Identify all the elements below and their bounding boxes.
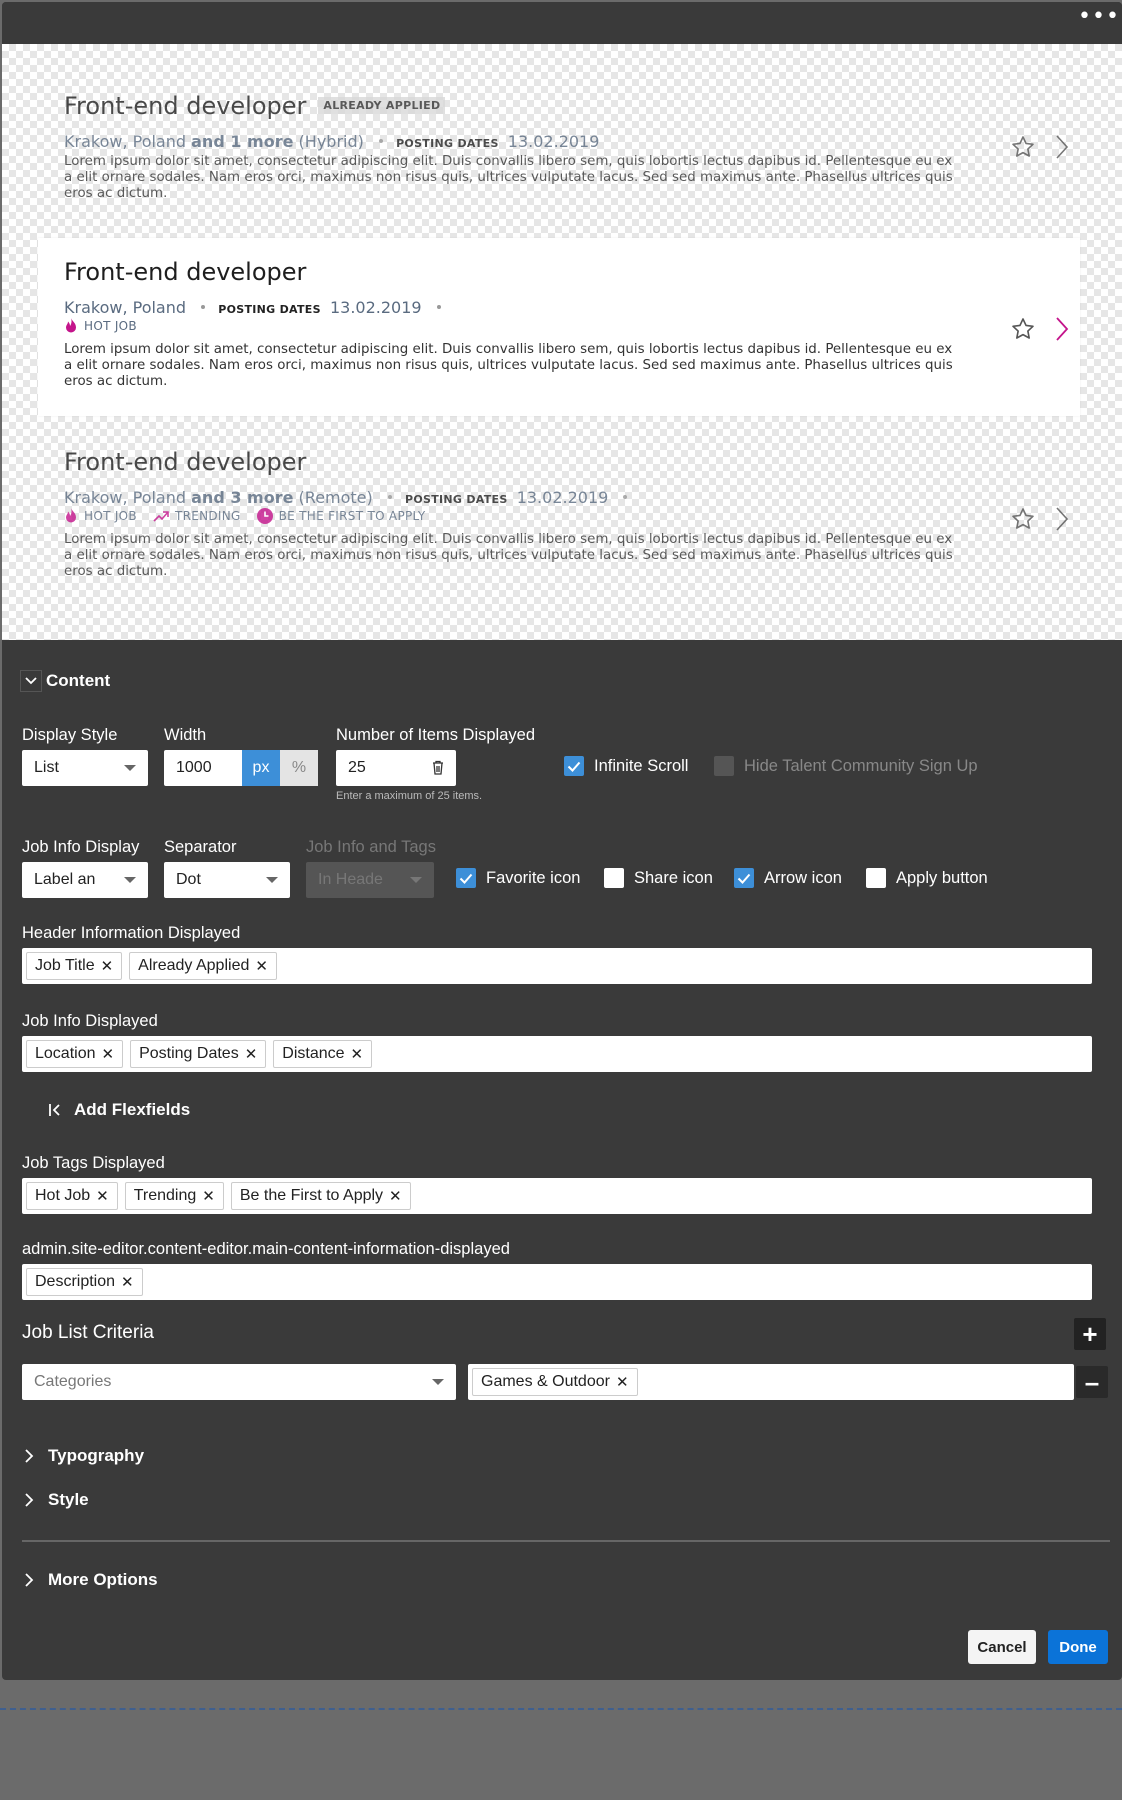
chip-label: Job Title — [35, 957, 95, 974]
more-options-section-toggle[interactable] — [24, 1570, 158, 1590]
job-info-display-value: Label an — [34, 871, 96, 888]
items-displayed-label: Number of Items Displayed — [336, 726, 535, 744]
chip-description — [26, 1268, 143, 1296]
job-description: Lorem ipsum dolor sit amet, consectetur adipiscing elit. Duis convallis libero sem, quis lobortis lectus dapibus id. Pellentesque eu ex a elit ornare sodales. Nam eros orci, maximus non risus quis, ultrices vulputate lacus. Sed sed maximus ante. Phasellus ultrices quis eros ac dictum. — [64, 342, 953, 389]
chip-label: Location — [35, 1045, 96, 1062]
tag-label: BE THE FIRST TO APPLY — [278, 509, 426, 523]
job-work-mode: (Remote) — [298, 488, 373, 507]
more-options-label: More Options — [48, 1570, 158, 1589]
items-count-input[interactable] — [336, 750, 456, 786]
checkbox-empty-icon — [604, 868, 624, 888]
job-title[interactable]: Front-end developer — [64, 258, 307, 286]
caret-down-icon — [124, 765, 136, 771]
style-label: Style — [48, 1490, 89, 1509]
favorite-icon-checkbox[interactable] — [456, 868, 580, 888]
arrow-icon-checkbox[interactable] — [734, 868, 842, 888]
posting-dates-label: POSTING DATES — [396, 137, 499, 150]
chevron-right-icon[interactable] — [1052, 133, 1072, 161]
chevron-right-icon — [24, 1449, 34, 1463]
chevron-right-icon[interactable] — [1052, 505, 1072, 533]
done-button[interactable]: Done — [1048, 1630, 1108, 1664]
job-meta — [64, 132, 599, 151]
chevron-right-icon — [24, 1493, 34, 1507]
chip-games-outdoor — [472, 1368, 638, 1396]
hide-talent-community-label: Hide Talent Community Sign Up — [744, 756, 978, 775]
caret-down-icon — [124, 877, 136, 883]
remove-chip-icon[interactable]: ✕ — [101, 1046, 115, 1063]
job-tags-displayed-label: Job Tags Displayed — [22, 1154, 165, 1172]
chip-location — [26, 1040, 123, 1068]
hot-job-tag — [64, 318, 137, 334]
job-location-more[interactable]: and 3 more — [191, 488, 294, 507]
trending-up-icon — [153, 509, 169, 523]
display-style-select[interactable] — [22, 750, 148, 786]
posting-date: 13.02.2019 — [516, 488, 609, 507]
flame-icon — [64, 318, 78, 334]
job-title[interactable] — [64, 92, 445, 120]
job-list-preview — [2, 44, 1122, 640]
job-info-display-select[interactable] — [22, 862, 148, 898]
separator-dot — [623, 495, 627, 499]
display-style-label: Display Style — [22, 726, 118, 744]
checkbox-empty-icon — [866, 868, 886, 888]
unit-percent-toggle[interactable]: % — [280, 750, 318, 786]
job-card[interactable] — [38, 238, 1080, 416]
add-criteria-button[interactable]: + — [1074, 1318, 1106, 1350]
clock-icon — [257, 508, 273, 524]
checkmark-icon — [564, 756, 584, 776]
chip-trending — [125, 1182, 224, 1210]
job-tags — [64, 318, 153, 334]
checkmark-icon — [456, 868, 476, 888]
chip-label: Distance — [282, 1045, 345, 1062]
job-location: Krakow, Poland — [64, 298, 187, 317]
job-info-display-label: Job Info Display — [22, 838, 140, 856]
width-input[interactable]: 1000 — [164, 750, 244, 786]
criteria-category-select[interactable] — [22, 1364, 456, 1400]
remove-chip-icon[interactable]: ✕ — [100, 958, 114, 975]
content-settings-panel — [2, 640, 1122, 1680]
job-location: Krakow, Poland — [64, 488, 187, 507]
remove-criteria-button[interactable]: – — [1076, 1366, 1108, 1398]
criteria-values-tag-input[interactable] — [468, 1364, 1074, 1400]
favorite-star-icon[interactable] — [1010, 506, 1036, 532]
cancel-button[interactable]: Cancel — [968, 1630, 1036, 1664]
hot-job-tag — [64, 508, 137, 524]
collapse-left-icon — [48, 1103, 62, 1117]
width-label: Width — [164, 726, 207, 744]
job-tags-tag-input[interactable] — [22, 1178, 1092, 1214]
separator-value: Dot — [176, 871, 201, 888]
tag-label: TRENDING — [174, 509, 241, 523]
job-location-more[interactable]: and 1 more — [191, 132, 294, 151]
chip-label: Be the First to Apply — [239, 1187, 384, 1204]
infinite-scroll-checkbox[interactable] — [564, 756, 688, 776]
separator-dot — [437, 305, 441, 309]
items-count-value: 25 — [348, 759, 366, 776]
arrow-icon-label: Arrow icon — [764, 868, 842, 887]
job-list-criteria-title: Job List Criteria — [22, 1322, 154, 1343]
unit-px-toggle[interactable]: px — [242, 750, 280, 786]
header-info-tag-input[interactable] — [22, 948, 1092, 984]
posting-dates-label: POSTING DATES — [404, 493, 508, 506]
chip-hot-job — [26, 1182, 118, 1210]
tag-label: HOT JOB — [84, 319, 137, 333]
favorite-star-icon[interactable] — [1010, 316, 1036, 342]
job-title[interactable]: Front-end developer — [64, 448, 307, 476]
header-info-label: Header Information Displayed — [22, 924, 241, 942]
criteria-category-placeholder: Categories — [34, 1373, 112, 1390]
share-icon-checkbox[interactable] — [604, 868, 713, 888]
chevron-right-icon — [24, 1573, 34, 1587]
checkmark-icon — [734, 868, 754, 888]
job-location: Krakow, Poland — [64, 132, 187, 151]
main-content-tag-input[interactable] — [22, 1264, 1092, 1300]
tag-label: HOT JOB — [84, 509, 137, 523]
chevron-down-icon — [20, 670, 42, 692]
more-menu-icon[interactable]: ••• — [1078, 4, 1120, 29]
job-info-tags-value: In Heade — [318, 871, 383, 888]
remove-chip-icon[interactable]: ✕ — [96, 1188, 109, 1205]
chevron-right-icon[interactable] — [1052, 315, 1072, 343]
posting-dates-label: POSTING DATES — [218, 303, 321, 316]
remove-chip-icon[interactable]: ✕ — [255, 958, 268, 975]
items-hint: Enter a maximum of 25 items. — [336, 790, 483, 802]
infinite-scroll-label: Infinite Scroll — [594, 756, 689, 775]
remove-chip-icon[interactable]: ✕ — [389, 1188, 402, 1205]
separator-dot — [379, 139, 383, 143]
separator-select[interactable] — [164, 862, 290, 898]
checkbox-empty-icon — [714, 756, 734, 776]
typography-section-toggle[interactable] — [24, 1446, 144, 1466]
job-description: Lorem ipsum dolor sit amet, consectetur adipiscing elit. Duis convallis libero sem, quis lobortis lectus dapibus id. Pellentesque eu ex a elit ornare sodales. Nam eros orci, maximus non risus quis, ultrices vulputate lacus. Sed sed maximus ante. Phasellus ultrices quis eros ac dictum. — [64, 154, 953, 201]
trending-tag — [153, 509, 241, 523]
caret-down-icon — [266, 877, 278, 883]
remove-chip-icon[interactable]: ✕ — [202, 1188, 215, 1205]
remove-chip-icon[interactable]: ✕ — [350, 1046, 364, 1063]
content-section-toggle[interactable] — [20, 670, 110, 692]
caret-down-icon — [410, 877, 422, 883]
chip-posting-dates — [130, 1040, 266, 1068]
apply-button-label: Apply button — [896, 868, 988, 887]
separator-dot — [388, 495, 392, 499]
chip-label: Description — [35, 1273, 116, 1290]
main-content-info-label: admin.site-editor.content-editor.main-content-information-displayed — [22, 1240, 510, 1258]
share-icon-label: Share icon — [634, 868, 713, 887]
display-style-value: List — [34, 759, 59, 776]
job-work-mode: (Hybrid) — [298, 132, 364, 151]
add-flexfields-label: Add Flexfields — [74, 1100, 191, 1119]
job-title-text: Front-end developer — [64, 92, 307, 120]
chip-label: Hot Job — [35, 1187, 91, 1204]
trash-icon[interactable] — [432, 760, 444, 775]
flame-icon — [64, 508, 78, 524]
drop-zone-boundary — [0, 1708, 1122, 1710]
separator-dot — [201, 305, 205, 309]
job-description: Lorem ipsum dolor sit amet, consectetur adipiscing elit. Duis convallis libero sem, quis lobortis lectus dapibus id. Pellentesque eu ex a elit ornare sodales. Nam eros orci, maximus non risus quis, ultrices vulputate lacus. Sed sed maximus ante. Phasellus ultrices quis eros ac dictum. — [64, 532, 953, 579]
remove-chip-icon[interactable]: ✕ — [121, 1274, 134, 1291]
already-applied-badge: ALREADY APPLIED — [318, 97, 445, 114]
job-card[interactable] — [38, 422, 1080, 622]
apply-button-checkbox[interactable] — [866, 868, 988, 888]
job-tags — [64, 508, 442, 524]
favorite-star-icon[interactable] — [1010, 134, 1036, 160]
remove-chip-icon[interactable]: ✕ — [244, 1046, 258, 1063]
caret-down-icon — [432, 1379, 444, 1385]
chip-label: Already Applied — [138, 957, 250, 974]
chip-label: Posting Dates — [139, 1045, 239, 1062]
remove-chip-icon[interactable]: ✕ — [615, 1374, 629, 1391]
chip-label: Trending — [133, 1187, 197, 1204]
chip-job-title — [26, 952, 122, 980]
chip-distance — [273, 1040, 372, 1068]
separator-label: Separator — [164, 838, 237, 856]
job-meta — [64, 298, 449, 317]
content-editor-window — [2, 2, 1122, 1680]
add-flexfields-button[interactable] — [48, 1100, 190, 1120]
job-info-tag-input[interactable] — [22, 1036, 1092, 1072]
posting-date: 13.02.2019 — [507, 132, 600, 151]
editor-topbar — [2, 2, 1122, 44]
typography-label: Typography — [48, 1446, 145, 1465]
job-meta — [64, 488, 635, 507]
content-section-title: Content — [46, 671, 111, 690]
style-section-toggle[interactable] — [24, 1490, 89, 1510]
job-info-displayed-label: Job Info Displayed — [22, 1012, 158, 1030]
hide-talent-community-checkbox[interactable] — [714, 756, 978, 776]
posting-date: 13.02.2019 — [329, 298, 422, 317]
job-info-tags-label: Job Info and Tags — [306, 838, 436, 856]
chip-be-first-to-apply — [231, 1182, 411, 1210]
section-divider — [22, 1540, 1110, 1542]
first-to-apply-tag — [257, 508, 426, 524]
job-card[interactable] — [38, 44, 1080, 234]
job-info-tags-select[interactable] — [306, 862, 434, 898]
favorite-icon-label: Favorite icon — [486, 868, 581, 887]
chip-already-applied — [129, 952, 277, 980]
chip-label: Games & Outdoor — [481, 1373, 610, 1390]
